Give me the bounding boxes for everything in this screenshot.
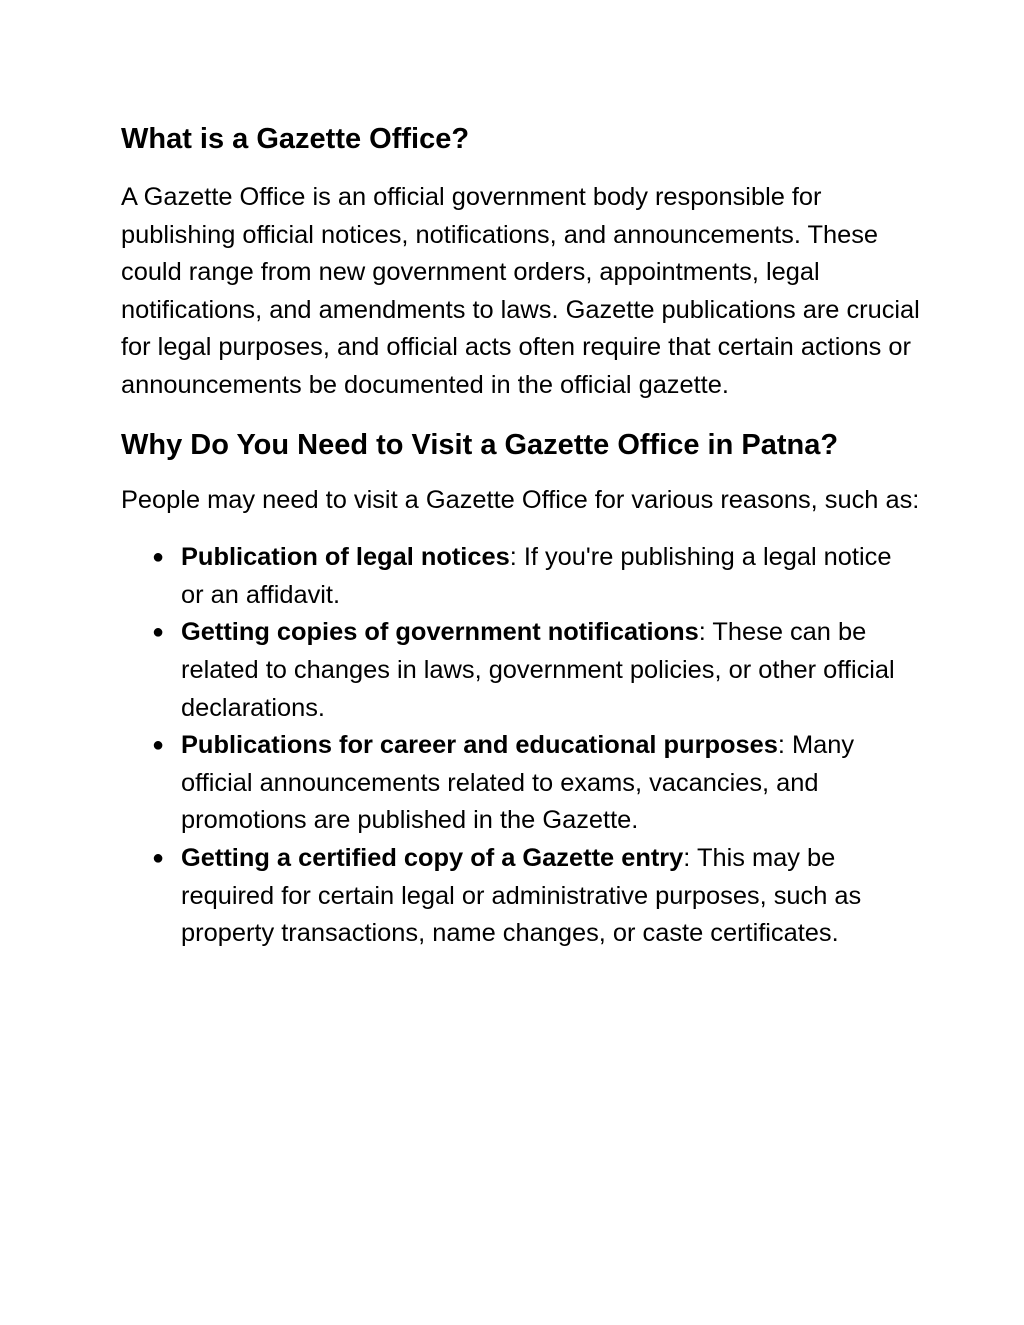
list-item <box>121 840 921 953</box>
bullet-icon: ● <box>152 621 165 644</box>
list-item <box>121 727 921 840</box>
list-item-bold-lead: Publication of legal notices <box>181 543 510 572</box>
section-heading-why-visit-gazette-office: Why Do You Need to Visit a Gazette Office in Patna? <box>121 428 839 461</box>
list-item <box>121 539 921 614</box>
list-item-bold-lead: Getting copies of government notifications <box>181 618 699 647</box>
section-paragraph-reasons-intro: People may need to visit a Gazette Office for various reasons, such as: <box>121 485 920 514</box>
bullet-icon: ● <box>152 734 165 757</box>
document-page <box>121 118 921 953</box>
list-item-text: : This may be required for certain legal or administrative purposes, such as property transactions, name changes, or caste certificates. <box>181 843 862 948</box>
list-item-bold-lead: Getting a certified copy of a Gazette entry <box>181 843 684 872</box>
bullet-icon: ● <box>152 546 165 569</box>
section-paragraph-what-is-gazette-office: A Gazette Office is an official government body responsible for publishing official notices, notifications, and announcements. These could range from new government orders, appointments, legal notifications, and amendments to laws. Gazette publications are crucial for legal purposes, and official acts often require that certain actions or announcements be documented in the official gazette. <box>121 183 920 399</box>
list-item-bold-lead: Publications for career and educational purposes <box>181 731 778 760</box>
list-item-text: : If you're publishing a legal notice or an affidavit. <box>181 543 892 609</box>
bullet-icon: ● <box>152 846 165 869</box>
section-heading-what-is-gazette-office: What is a Gazette Office? <box>121 123 470 155</box>
list-item-text: : These can be related to changes in laws, government policies, or other official declarations. <box>181 618 895 722</box>
reasons-bullet-list <box>121 539 921 953</box>
list-item-text: : Many official announcements related to exams, vacancies, and promotions are published in the Gazette. <box>181 731 855 835</box>
list-item <box>121 614 921 727</box>
